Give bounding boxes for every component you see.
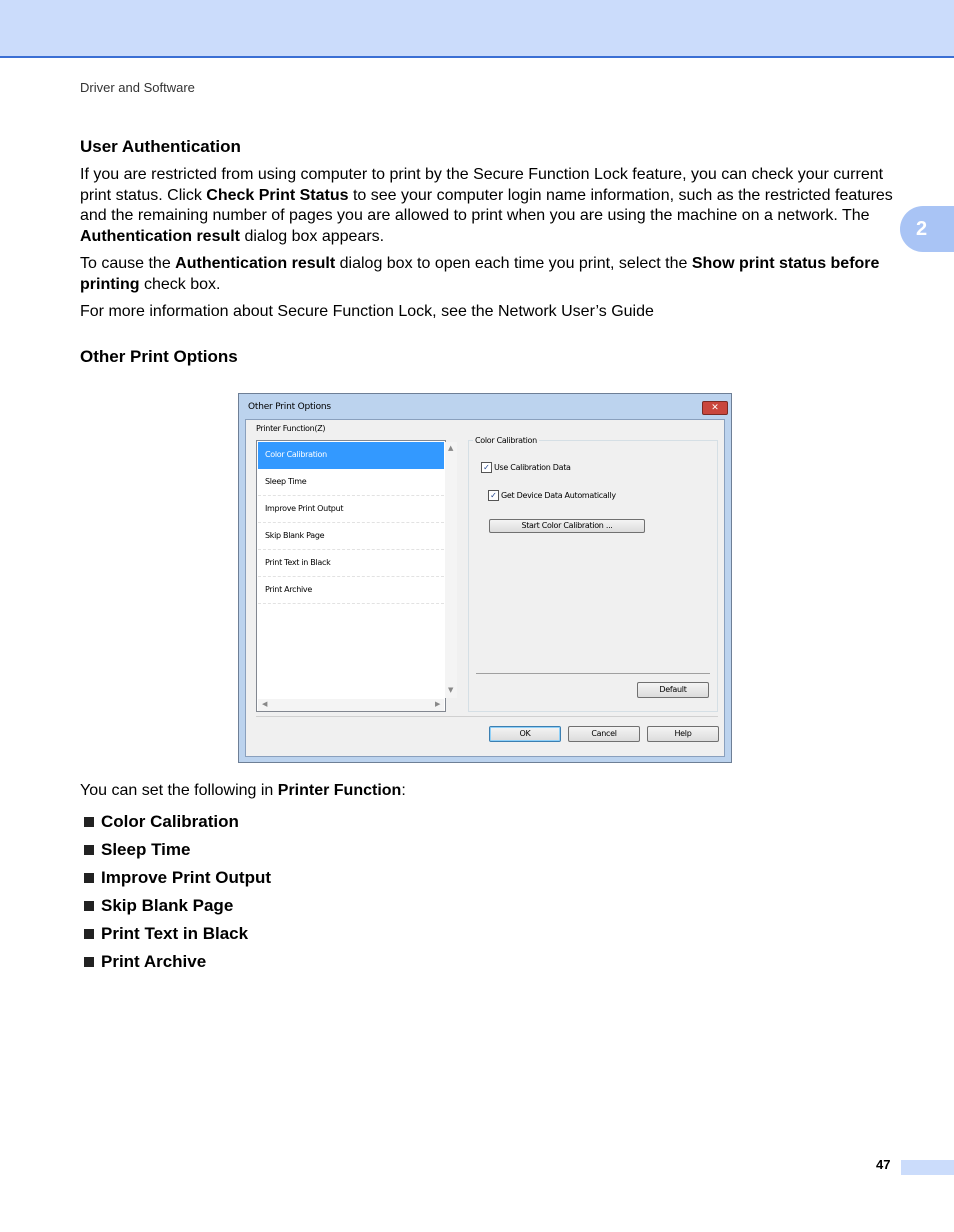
header-band	[0, 0, 954, 58]
printer-function-list-summary	[84, 808, 271, 976]
page-number-bar	[901, 1160, 954, 1175]
square-bullet-icon	[84, 901, 94, 911]
square-bullet-icon	[84, 873, 94, 883]
other-print-options-dialog	[238, 393, 732, 763]
square-bullet-icon	[84, 957, 94, 967]
start-color-calibration-button[interactable]: Start Color Calibration ...	[489, 519, 645, 533]
footer-separator	[256, 716, 718, 717]
list-item-print-archive[interactable]: Print Archive	[258, 577, 444, 604]
scroll-right-icon[interactable]: ▶	[435, 700, 441, 708]
color-calibration-group	[468, 440, 718, 712]
section-title-user-authentication: User Authentication	[80, 137, 241, 156]
list-item-improve-print-output[interactable]: Improve Print Output	[258, 496, 444, 523]
printer-function-label: Printer Function(Z)	[256, 424, 326, 433]
list-item: Improve Print Output	[84, 864, 271, 892]
square-bullet-icon	[84, 817, 94, 827]
square-bullet-icon	[84, 845, 94, 855]
square-bullet-icon	[84, 929, 94, 939]
list-item-print-text-in-black[interactable]: Print Text in Black	[258, 550, 444, 577]
scroll-up-icon[interactable]: ▲	[448, 444, 454, 452]
list-item: Sleep Time	[84, 836, 271, 864]
color-calibration-group-label: Color Calibration	[475, 436, 537, 445]
get-device-data-checkbox[interactable]: ✓	[488, 490, 499, 501]
printer-function-list[interactable]	[256, 440, 454, 712]
user-auth-paragraph: If you are restricted from using computer to print by the Secure Function Lock feature, you can check your current print status. Click Check Print Status to see your computer login name information, such as the restricted features and the remaining number of pages you are allowed to print when you are using the machine on a network. The Authentication result dialog box appears.	[80, 166, 893, 245]
ok-button[interactable]: OK	[489, 726, 561, 742]
default-button[interactable]: Default	[637, 682, 709, 698]
list-item-sleep-time[interactable]: Sleep Time	[258, 469, 444, 496]
dialog-open-paragraph: To cause the Authentication result dialog box to open each time you print, select the Show print status before printing check box.	[80, 255, 880, 293]
list-item: Print Archive	[84, 948, 271, 976]
help-button[interactable]: Help	[647, 726, 719, 742]
list-item: Color Calibration	[84, 808, 271, 836]
dialog-title: Other Print Options	[248, 402, 331, 412]
cancel-button[interactable]: Cancel	[568, 726, 640, 742]
list-item-skip-blank-page[interactable]: Skip Blank Page	[258, 523, 444, 550]
scroll-down-icon[interactable]: ▼	[448, 686, 454, 694]
running-head: Driver and Software	[80, 80, 195, 95]
section-title-other-print-options: Other Print Options	[80, 347, 238, 366]
list-item: Print Text in Black	[84, 920, 271, 948]
vertical-scrollbar[interactable]	[445, 442, 457, 698]
use-calibration-checkbox[interactable]: ✓	[481, 462, 492, 473]
scroll-left-icon[interactable]: ◀	[262, 700, 268, 708]
printer-function-intro: You can set the following in Printer Function:	[80, 782, 406, 799]
more-info-paragraph: For more information about Secure Function Lock, see the Network User’s Guide	[80, 303, 654, 320]
chapter-tab: 2	[900, 206, 954, 252]
close-icon[interactable]: ✕	[702, 401, 728, 415]
page-number: 47	[876, 1157, 891, 1172]
horizontal-scrollbar[interactable]	[258, 699, 444, 711]
dialog-body	[245, 419, 725, 757]
list-item-color-calibration[interactable]: Color Calibration	[258, 442, 444, 469]
use-calibration-label: Use Calibration Data	[494, 463, 571, 472]
list-item: Skip Blank Page	[84, 892, 271, 920]
group-separator	[476, 673, 710, 674]
get-device-data-label: Get Device Data Automatically	[501, 491, 616, 500]
